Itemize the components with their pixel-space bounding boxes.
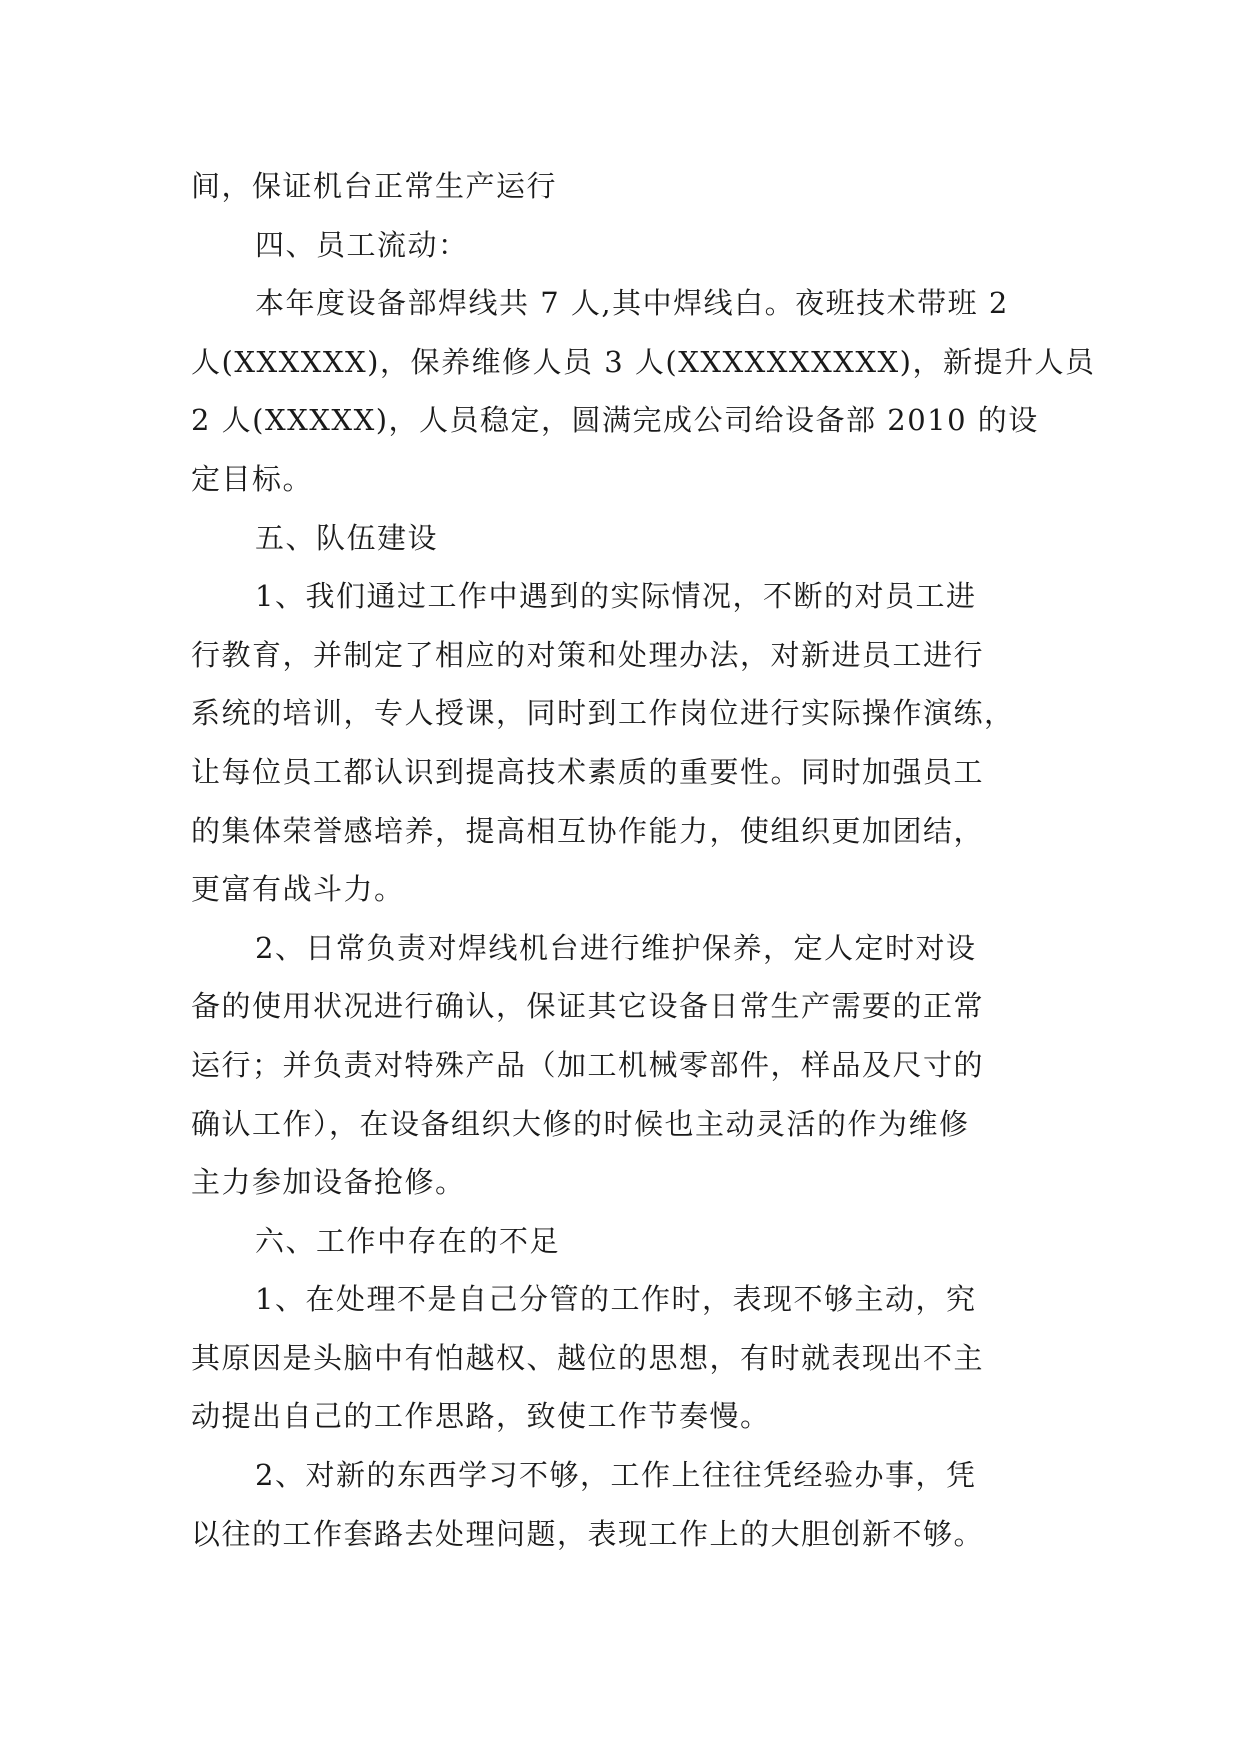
text-line: 动提出自己的工作思路，致使工作节奏慢。 [191,1399,771,1434]
text-line: 的集体荣誉感培养，提高相互协作能力，使组织更加团结， [191,813,985,848]
text-line: 系统的培训，专人授课，同时到工作岗位进行实际操作演练， [191,696,1015,731]
text-line: 定目标。 [191,461,314,496]
document-page [191,157,1096,1563]
text-line: 备的使用状况进行确认，保证其它设备日常生产需要的正常 [191,989,985,1024]
text-line: 间，保证机台正常生产运行 [191,169,558,203]
text-line: 运行；并负责对特殊产品（加工机械零部件，样品及尺寸的 [191,1047,985,1082]
text-line: 2、日常负责对焊线机台进行维护保养，定人定时对设 [255,930,977,965]
text-line: 让每位员工都认识到提高技术素质的重要性。同时加强员工 [191,754,985,789]
text-line: 以往的工作套路去处理问题，表现工作上的大胆创新不够。 [191,1516,985,1551]
text-line: 更富有战斗力。 [191,872,405,907]
text-line: 1、我们通过工作中遇到的实际情况，不断的对员工进 [255,579,977,614]
text-line: 人(XXXXXX)，保养维修人员 3 人(XXXXXXXXXX)，新提升人员 [191,344,1096,379]
text-line: 本年度设备部焊线共 7 人,其中焊线白。夜班技术带班 2 [255,286,1009,321]
text-line: 主力参加设备抢修。 [191,1165,466,1200]
section-heading-shortcomings: 六、工作中存在的不足 [255,1223,561,1258]
text-line: 1、在处理不是自己分管的工作时，表现不够主动，究 [255,1282,977,1317]
text-line: 其原因是头脑中有怕越权、越位的思想，有时就表现出不主 [191,1340,985,1375]
section-heading-team-building: 五、队伍建设 [255,520,439,555]
text-line: 2 人(XXXXX)，人员稳定，圆满完成公司给设备部 2010 的设 [191,403,1039,438]
text-line: 确认工作），在设备组织大修的时候也主动灵活的作为维修 [191,1106,970,1141]
text-line: 2、对新的东西学习不够，工作上往往凭经验办事，凭 [255,1458,977,1493]
section-heading-staff-turnover: 四、员工流动： [255,227,469,262]
text-line: 行教育，并制定了相应的对策和处理办法，对新进员工进行 [191,637,985,672]
